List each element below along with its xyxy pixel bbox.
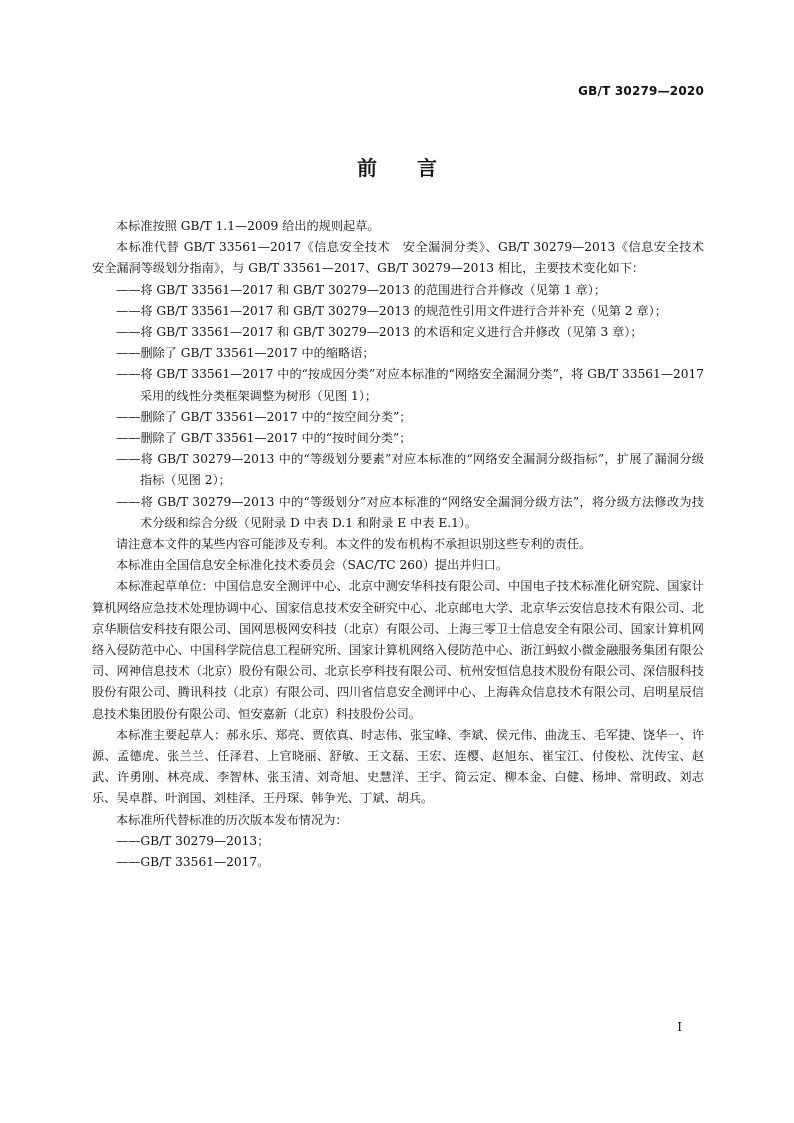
history-item: ——GB/T 30279—2013； bbox=[116, 833, 270, 848]
replacement-paragraph: 本标准代替 GB/T 33561—2017《信息安全技术 安全漏洞分类》、GB/T 30279—2013《信息安全技术 安全漏洞等级划分指南》，与 GB/T 33561—2017、GB/T 30279—2013 相比，主要技术变化如下： bbox=[92, 240, 717, 276]
patent-notice: 请注意本文件的某些内容可能涉及专利。本文件的发布机构不承担识别这些专利的责任。 bbox=[116, 537, 592, 552]
change-item: ——将 GB/T 33561—2017 和 GB/T 30279—2013 的术语和定义进行合并修改（见第 3 章）； bbox=[116, 325, 643, 340]
drafters-paragraph: 本标准主要起草人：郝永乐、郑亮、贾依真、时志伟、张宝峰、李斌、侯元伟、曲泷玉、毛军捷、饶华一、许源、孟德虎、张兰兰、任泽君、上官晓丽、舒敏、王文磊、王宏、连樱、赵旭东、崔宝江、付俊松、沈传宝、赵武、许勇刚、林亮成、李智林、张玉清、刘奇旭、史慧洋、王宇、简云定、柳本金、白健、杨坤、常明政、刘志乐、吴卓群、叶润国、刘桂泽、王丹琛、韩争光、丁斌、胡兵。 bbox=[92, 727, 704, 806]
foreword-body bbox=[92, 216, 717, 873]
proposer-paragraph: 本标准由全国信息安全标准化技术委员会（SAC/TC 260）提出并归口。 bbox=[116, 558, 509, 573]
change-item: ——将 GB/T 33561—2017 和 GB/T 30279—2013 的规范性引用文件进行合并补充（见第 2 章）； bbox=[116, 303, 667, 318]
history-intro: 本标准所代替标准的历次版本发布情况为： bbox=[116, 812, 348, 827]
change-item: ——删除了 GB/T 33561—2017 中的“按时间分类”； bbox=[116, 431, 412, 446]
change-item: ——将 GB/T 30279—2013 中的“等级划分要素”对应本标准的“网络安全漏洞分级指标”，扩展了漏洞分级指标（见图 2）； bbox=[116, 452, 704, 488]
change-item: ——删除了 GB/T 33561—2017 中的缩略语； bbox=[116, 346, 375, 361]
standard-number: GB/T 30279—2020 bbox=[578, 84, 704, 98]
rule-paragraph: 本标准按照 GB/T 1.1—2009 给出的规则起草。 bbox=[116, 219, 380, 233]
history-item: ——GB/T 33561—2017。 bbox=[116, 855, 270, 870]
change-item: ——将 GB/T 30279—2013 中的“等级划分”对应本标准的“网络安全漏洞分级方法”，将分级方法修改为技术分级和综合分级（见附录 D 中表 D.1 和附录 E 中表 E.1）。 bbox=[116, 494, 704, 530]
change-item: ——删除了 GB/T 33561—2017 中的“按空间分类”； bbox=[116, 409, 412, 424]
change-item: ——将 GB/T 33561—2017 和 GB/T 30279—2013 的范围进行合并修改（见第 1 章）； bbox=[116, 282, 607, 297]
page-number: I bbox=[677, 1020, 682, 1034]
page-title: 前言 bbox=[357, 156, 477, 180]
change-item: ——将 GB/T 33561—2017 中的“按成因分类”对应本标准的“网络安全漏洞分类”，将 GB/T 33561—2017 采用的线性分类框架调整为树形（见图 1）； bbox=[116, 367, 704, 403]
drafting-units-paragraph: 本标准起草单位：中国信息安全测评中心、北京中测安华科技有限公司、中国电子技术标准化研究院、国家计算机网络应急技术处理协调中心、国家信息技术安全研究中心、北京邮电大学、北京华云安信息技术有限公司、北京华顺信安科技有限公司、国网思极网安科技（北京）有限公司、上海三零卫士信息安全有限公司、国家计算机网络入侵防范中心、中国科学院信息工程研究所、国家计算机网络入侵防范中心、浙江蚂蚁小微金融服务集团有限公司、网神信息技术（北京）股份有限公司、北京长亭科技有限公司、杭州安恒信息技术股份有限公司、深信服科技股份有限公司、腾讯科技（北京）有限公司、四川省信息安全测评中心、上海犇众信息技术有限公司、启明星辰信息技术集团股份有限公司、恒安嘉新（北京）科技股份公司。 bbox=[92, 579, 704, 721]
